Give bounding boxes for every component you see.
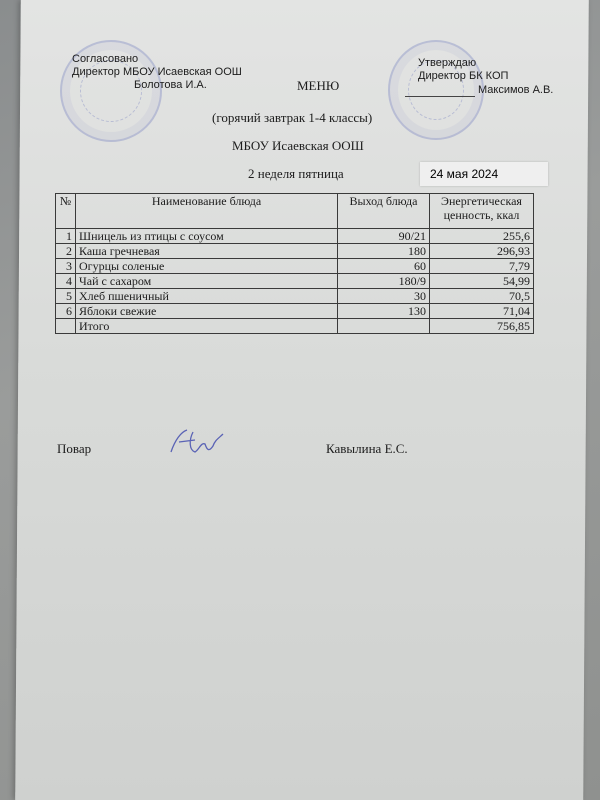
row-number: 3: [56, 259, 76, 274]
row-number: 4: [56, 274, 76, 289]
cook-signature: [165, 426, 227, 458]
table-row: [56, 304, 534, 319]
row-kcal: 70,5: [430, 289, 534, 304]
row-output: 130: [338, 304, 430, 319]
menu-table: [55, 193, 534, 334]
table-row: [56, 259, 534, 274]
approval-right-position: Директор БК КОП: [418, 70, 509, 82]
row-kcal: 7,79: [430, 259, 534, 274]
col-dish-name: Наименование блюда: [76, 194, 338, 229]
cook-role: Повар: [57, 441, 92, 456]
col-output: Выход блюда: [338, 194, 430, 229]
school-name: МБОУ Исаевская ООШ: [232, 138, 364, 153]
table-header-row: [56, 194, 534, 229]
row-number: 5: [56, 289, 76, 304]
row-dish: Огурцы соленые: [76, 259, 338, 274]
row-dish: Хлеб пшеничный: [76, 289, 338, 304]
row-number: 1: [56, 229, 76, 244]
total-empty-cell: [56, 319, 76, 334]
total-empty-output: [338, 319, 430, 334]
approval-right-name: Максимов А.В.: [478, 84, 554, 96]
cook-name: Кавылина Е.С.: [326, 441, 408, 456]
total-label: Итого: [76, 319, 338, 334]
row-dish: Яблоки свежие: [76, 304, 338, 319]
row-kcal: 255,6: [430, 229, 534, 244]
row-kcal: 296,93: [430, 244, 534, 259]
row-kcal: 71,04: [430, 304, 534, 319]
total-kcal: 756,85: [430, 319, 534, 334]
table-row: [56, 274, 534, 289]
approval-right-label: Утверждаю: [418, 57, 477, 69]
date-label: 24 мая 2024: [420, 162, 548, 186]
approval-left-name: Болотова И.А.: [134, 79, 207, 91]
row-number: 2: [56, 244, 76, 259]
row-kcal: 54,99: [430, 274, 534, 289]
row-dish: Каша гречневая: [76, 244, 338, 259]
page-title: МЕНЮ: [297, 78, 340, 93]
row-output: 180/9: [338, 274, 430, 289]
row-number: 6: [56, 304, 76, 319]
table-total-row: [56, 319, 534, 334]
table-row: [56, 289, 534, 304]
table-row: [56, 244, 534, 259]
row-dish: Шницель из птицы с соусом: [76, 229, 338, 244]
col-number: №: [56, 194, 76, 229]
col-energy: Энергетическая ценность, ккал: [430, 194, 534, 229]
row-output: 60: [338, 259, 430, 274]
row-output: 180: [338, 244, 430, 259]
signature-line-right: [405, 96, 475, 97]
page-subtitle: (горячий завтрак 1-4 классы): [212, 110, 373, 125]
approval-left-position: Директор МБОУ Исаевская ООШ: [72, 66, 242, 78]
week-day: 2 неделя пятница: [248, 166, 344, 181]
table-row: [56, 229, 534, 244]
stamp-right: [388, 40, 484, 140]
row-output: 90/21: [338, 229, 430, 244]
approval-left-label: Согласовано: [72, 53, 139, 65]
row-output: 30: [338, 289, 430, 304]
row-dish: Чай с сахаром: [76, 274, 338, 289]
